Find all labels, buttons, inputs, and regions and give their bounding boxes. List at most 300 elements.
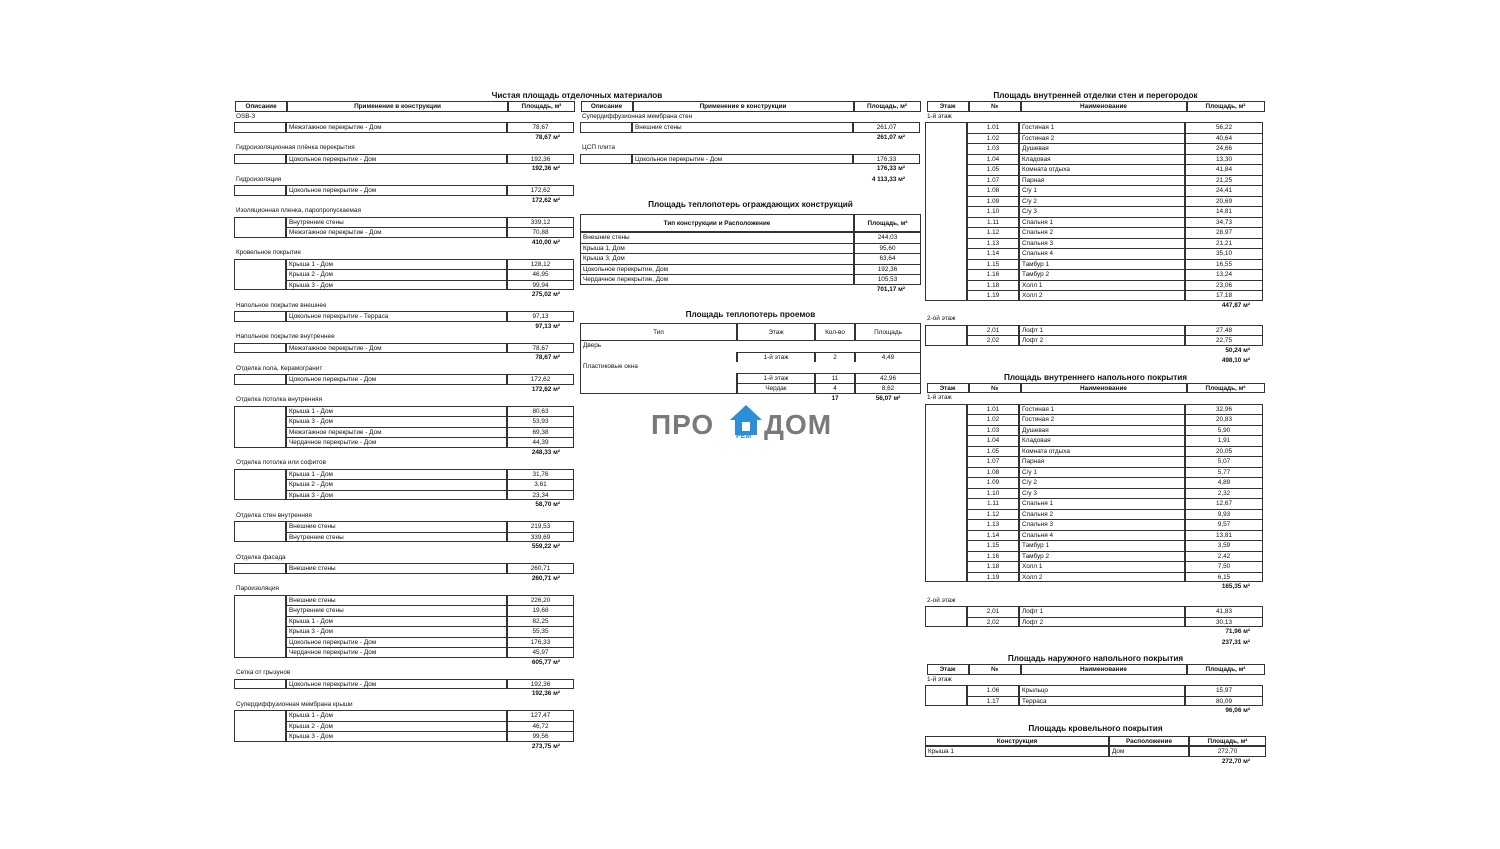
- group-indent: [580, 122, 632, 133]
- openings-rows: [580, 341, 921, 394]
- table-row: [234, 616, 576, 627]
- area-cell: 55,35: [507, 626, 574, 637]
- area-cell: 339,69: [507, 532, 574, 543]
- number-cell: 1.07: [967, 456, 1019, 467]
- group-indent: [234, 679, 286, 690]
- area-cell: 192,36: [854, 264, 921, 275]
- floor-indent: [925, 248, 967, 259]
- name-cell: Гостиная 2: [1019, 133, 1185, 144]
- area-cell: 41,84: [1185, 164, 1263, 175]
- usage-cell: Крыша 3 - Дом: [286, 731, 507, 742]
- group-indent: [234, 311, 286, 322]
- group-total: 260,71 м²: [531, 574, 560, 582]
- type-indent: [580, 373, 737, 384]
- name-cell: С/у 2: [1019, 477, 1185, 488]
- floor-total: 50,24 м²: [1225, 346, 1250, 354]
- name-cell: С/у 3: [1019, 488, 1185, 499]
- name-cell: Лофт 1: [1019, 325, 1185, 336]
- table-row: [925, 280, 1266, 291]
- name-cell: Спальня 3: [1019, 519, 1185, 530]
- name-cell: Холл 1: [1019, 280, 1185, 291]
- table-row: [234, 437, 576, 448]
- area-cell: 5,07: [1185, 456, 1263, 467]
- area-cell: 34,73: [1185, 217, 1263, 228]
- area-cell: 3,59: [1185, 540, 1263, 551]
- floor-indent: [925, 488, 967, 499]
- area-cell: 35,10: [1185, 248, 1263, 259]
- number-cell: 1.08: [967, 185, 1019, 196]
- logo-subtext: РЕМ: [736, 433, 752, 440]
- header-area: Площадь, м²: [508, 101, 575, 112]
- area-cell: 99,56: [507, 731, 574, 742]
- usage-cell: Крыша 2 - Дом: [286, 269, 507, 280]
- area-cell: 15,97: [1185, 685, 1263, 696]
- usage-cell: Цокольное перекрытие - Дом: [286, 679, 507, 690]
- table-row: [234, 427, 576, 438]
- usage-cell: Крыша 2 - Дом: [286, 479, 507, 490]
- table-row: [234, 490, 576, 501]
- table-row: [580, 253, 921, 264]
- area-cell: 13,24: [1185, 269, 1263, 280]
- group-indent: [234, 490, 286, 501]
- type-cell: Дверь: [580, 341, 921, 352]
- group-name: Напольное покрытие внутреннее: [236, 333, 335, 340]
- header-area: Площадь, м²: [1189, 736, 1266, 747]
- name-cell: Лофт 2: [1019, 335, 1185, 346]
- number-cell: 1.19: [967, 572, 1019, 583]
- type-cell: Цокольное перекрытие, Дом: [580, 264, 854, 275]
- group-indent: [234, 605, 286, 616]
- name-cell: Тамбур 2: [1019, 269, 1185, 280]
- area-cell: 13,81: [1185, 530, 1263, 541]
- header-usage: Применение в конструкции: [287, 101, 508, 112]
- usage-cell: Крыша 3 - Дом: [286, 626, 507, 637]
- group-total: 559,22 м²: [531, 543, 560, 550]
- table-row: [925, 561, 1266, 572]
- group-name: Напольное покрытие внешнее: [236, 301, 327, 309]
- name-cell: Спальня 1: [1019, 217, 1185, 228]
- floor-indent: [925, 154, 967, 165]
- floor-indent: [925, 685, 967, 696]
- section-title: Площадь наружного напольного покрытия: [1007, 654, 1184, 663]
- area-cell: 5,90: [1185, 425, 1263, 436]
- area-cell: 127,47: [507, 710, 574, 721]
- number-cell: 1.11: [967, 217, 1019, 228]
- header-cell: №: [969, 383, 1021, 394]
- area-cell: 95,60: [854, 243, 921, 254]
- count-cell: 2: [815, 352, 855, 363]
- area-cell: 63,64: [854, 253, 921, 264]
- table-row: [925, 551, 1266, 562]
- table-row: [925, 446, 1266, 457]
- table-row: [925, 477, 1266, 488]
- table-row: [234, 416, 576, 427]
- group-name: Отделка фасада: [236, 553, 286, 561]
- header-count: Кол-во: [815, 323, 855, 341]
- group-total: 172,62 м²: [531, 385, 560, 393]
- header-cell: Площадь, м²: [1187, 383, 1265, 394]
- name-cell: Холл 2: [1019, 290, 1185, 301]
- group-total: 261,07 м²: [876, 133, 905, 141]
- table-row: [234, 217, 576, 228]
- rooms-column: [925, 90, 1266, 767]
- floor-cell: 1-й этаж: [737, 352, 815, 363]
- area-cell: 21,25: [1185, 175, 1263, 186]
- group-indent: [234, 479, 286, 490]
- name-cell: Спальня 3: [1019, 238, 1185, 249]
- usage-cell: Внутренние стены: [286, 532, 507, 543]
- area-cell: 78,67: [507, 343, 574, 354]
- number-cell: 1.13: [967, 519, 1019, 530]
- floor-indent: [925, 335, 967, 346]
- name-cell: С/у 2: [1019, 196, 1185, 207]
- group-indent: [234, 227, 286, 238]
- table-row: [234, 154, 576, 165]
- area-cell: 46,95: [507, 269, 574, 280]
- area-cell: 172,62: [507, 374, 574, 385]
- area-cell: 4,49: [855, 352, 921, 363]
- floor-indent: [925, 456, 967, 467]
- number-cell: 1.17: [967, 696, 1019, 707]
- table-row: [925, 164, 1266, 175]
- usage-cell: Крыша 1 - Дом: [286, 259, 507, 270]
- header-cell: Этаж: [927, 101, 969, 112]
- table-row: [234, 122, 576, 133]
- table-row: [234, 227, 576, 238]
- area-cell: 99,94: [507, 280, 574, 291]
- area-cell: 69,38: [507, 427, 574, 438]
- floor-indent: [925, 185, 967, 196]
- number-cell: 1.14: [967, 530, 1019, 541]
- table-row: [925, 269, 1266, 280]
- group-total: 605,77 м²: [531, 658, 560, 666]
- area-cell: 20,69: [1185, 196, 1263, 207]
- table-row: [234, 721, 576, 732]
- header-area: Площадь: [855, 323, 921, 341]
- usage-cell: Крыша 1 - Дом: [286, 616, 507, 627]
- table-row: [925, 325, 1266, 336]
- group-indent: [234, 595, 286, 606]
- floor-cell: Чердак: [737, 383, 815, 394]
- roof-total: 272,70 м²: [1221, 757, 1250, 765]
- group-name: Супердиффузионная мембрана стен: [582, 112, 693, 120]
- area-cell: 14,81: [1185, 206, 1263, 217]
- group-name: Пароизоляция: [236, 585, 279, 592]
- area-cell: 56,22: [1185, 122, 1263, 133]
- name-cell: Холл 2: [1019, 572, 1185, 583]
- type-indent: [580, 352, 737, 363]
- name-cell: С/у 3: [1019, 206, 1185, 217]
- header-cell: №: [969, 101, 1021, 112]
- type-cell: Пластиковые окна: [580, 362, 921, 373]
- group-indent: [234, 185, 286, 196]
- table-row: [925, 143, 1266, 154]
- number-cell: 1.08: [967, 467, 1019, 478]
- header-cell: Площадь, м²: [1187, 664, 1265, 675]
- floor-indent: [925, 238, 967, 249]
- header-cell: Этаж: [927, 664, 969, 675]
- group-indent: [234, 437, 286, 448]
- area-cell: 45,97: [507, 647, 574, 658]
- group-indent: [234, 269, 286, 280]
- table-row: [925, 414, 1266, 425]
- number-cell: 1.06: [967, 685, 1019, 696]
- usage-cell: Крыша 2 - Дом: [286, 721, 507, 732]
- table-row: [234, 637, 576, 648]
- area-cell: 22,75: [1185, 335, 1263, 346]
- table-row: [925, 154, 1266, 165]
- group-name: Отделка потолка внутренняя: [236, 396, 323, 403]
- name-cell: Лофт 2: [1019, 617, 1185, 628]
- floor-indent: [925, 446, 967, 457]
- number-cell: 1.09: [967, 196, 1019, 207]
- number-cell: 1.12: [967, 509, 1019, 520]
- area-cell: 339,12: [507, 217, 574, 228]
- table-row: [234, 479, 576, 490]
- table-row: [925, 227, 1266, 238]
- area-cell: 219,53: [507, 521, 574, 532]
- table-row: [925, 122, 1266, 133]
- header-type: Тип: [580, 323, 737, 341]
- number-cell: 1.05: [967, 164, 1019, 175]
- finish-header: [234, 101, 576, 112]
- location-cell: Дом: [1109, 746, 1189, 757]
- usage-cell: Чердачное перекрытие - Дом: [286, 647, 507, 658]
- area-cell: 23,34: [507, 490, 574, 501]
- table-row: [234, 626, 576, 637]
- header-description: Описание: [581, 101, 633, 112]
- openings-total-area: 56,07 м²: [875, 394, 901, 402]
- group-indent: [580, 154, 632, 165]
- header-description: Описание: [235, 101, 287, 112]
- table-row: [925, 435, 1266, 446]
- grand-total: 498,10 м²: [1221, 357, 1250, 364]
- area-cell: 82,25: [507, 616, 574, 627]
- section-title: Площадь внутренней отделки стен и перегородок: [993, 91, 1198, 100]
- number-cell: 1.18: [967, 280, 1019, 291]
- header-floor: Этаж: [737, 323, 815, 341]
- openings-header: [580, 323, 921, 341]
- table-row: [580, 232, 921, 243]
- table-row: [925, 606, 1266, 617]
- area-cell: 1,91: [1185, 435, 1263, 446]
- table-row: [234, 185, 576, 196]
- table-header: [925, 664, 1266, 675]
- floor-indent: [925, 572, 967, 583]
- group-name: Сетка от грызунов: [236, 669, 291, 676]
- floor-indent: [925, 217, 967, 228]
- header-cell: Наименование: [1021, 383, 1187, 394]
- area-cell: 42,96: [855, 373, 921, 384]
- group-total: 192,36 м²: [531, 690, 560, 697]
- area-cell: 53,93: [507, 416, 574, 427]
- area-cell: 12,67: [1185, 498, 1263, 509]
- openings-title: Площадь теплопотерь проемов: [685, 310, 816, 319]
- table-row: [925, 133, 1266, 144]
- count-cell: 4: [815, 383, 855, 394]
- usage-cell: Внутренние стены: [286, 605, 507, 616]
- group-total: 78,67 м²: [535, 133, 560, 141]
- table-row: [234, 605, 576, 616]
- heatloss-rows: [580, 232, 921, 285]
- name-cell: Кладовая: [1019, 154, 1185, 165]
- area-cell: 44,39: [507, 437, 574, 448]
- floor-indent: [925, 509, 967, 520]
- group-total: 410,00 м²: [531, 238, 560, 246]
- floor-indent: [925, 477, 967, 488]
- name-cell: Парная: [1019, 456, 1185, 467]
- usage-cell: Чердачное перекрытие - Дом: [286, 437, 507, 448]
- heatloss-title: Площадь теплопотерь ограждающих конструкций: [648, 200, 853, 209]
- area-cell: 20,05: [1185, 446, 1263, 457]
- name-cell: Кладовая: [1019, 435, 1185, 446]
- group-total: 172,62 м²: [531, 196, 560, 204]
- table-row: [234, 280, 576, 291]
- floor-indent: [925, 259, 967, 270]
- group-indent: [234, 427, 286, 438]
- table-row: [925, 467, 1266, 478]
- area-cell: 244,03: [854, 232, 921, 243]
- table-row: [925, 238, 1266, 249]
- usage-cell: Внешние стены: [286, 563, 507, 574]
- count-cell: 11: [815, 373, 855, 384]
- floor-indent: [925, 143, 967, 154]
- floor-in-section: [925, 367, 1266, 649]
- floor-indent: [925, 414, 967, 425]
- group-total: 176,33 м²: [876, 165, 905, 172]
- header-location: Расположение: [1109, 736, 1189, 747]
- group-total: 248,33 м²: [531, 448, 560, 456]
- walls-section: [925, 90, 1266, 367]
- group-name: OSB-3: [236, 112, 256, 120]
- logo-text-left: ПРО: [651, 409, 715, 440]
- table-row: [234, 731, 576, 742]
- number-cell: 1.04: [967, 154, 1019, 165]
- roof-title: Площадь кровельного покрытия: [1028, 723, 1163, 733]
- floor-indent: [925, 498, 967, 509]
- area-cell: 272,70: [1189, 746, 1266, 757]
- floor-name: 2-ой этаж: [927, 315, 956, 322]
- name-cell: Гостиная 1: [1019, 404, 1185, 415]
- name-cell: Душевая: [1019, 425, 1185, 436]
- floor-total: 165,35 м²: [1221, 583, 1250, 590]
- grand-total: 237,31 м²: [1221, 638, 1250, 646]
- usage-cell: Внешние стены: [286, 521, 507, 532]
- number-cell: 1.15: [967, 259, 1019, 270]
- area-cell: 17,18: [1185, 290, 1263, 301]
- floor-name: 1-й этаж: [927, 394, 952, 401]
- table-row: [234, 521, 576, 532]
- area-cell: 172,62: [507, 185, 574, 196]
- group-indent: [234, 521, 286, 532]
- area-cell: 30,13: [1185, 617, 1263, 628]
- floor-cell: 1-й этаж: [737, 373, 815, 384]
- number-cell: 2,01: [967, 606, 1019, 617]
- usage-cell: Внешние стены: [286, 595, 507, 606]
- usage-cell: Цокольное перекрытие - Дом: [286, 185, 507, 196]
- table-row: [925, 175, 1266, 186]
- table-row: [234, 595, 576, 606]
- header-type: Тип конструкции и Расположение: [580, 214, 854, 232]
- area-cell: 16,55: [1185, 259, 1263, 270]
- floor-indent: [925, 561, 967, 572]
- usage-cell: Цокольное перекрытие - Дом: [286, 154, 507, 165]
- finish2-groups: [580, 112, 921, 175]
- floor-indent: [925, 133, 967, 144]
- floor-name: 1-й этаж: [927, 675, 952, 683]
- floor-indent: [925, 425, 967, 436]
- header-area: Площадь, м²: [854, 101, 921, 112]
- table-row: [234, 469, 576, 480]
- name-cell: Тамбур 1: [1019, 259, 1185, 270]
- header-cell: Площадь, м²: [1187, 101, 1265, 112]
- group-indent: [234, 647, 286, 658]
- name-cell: Тамбур 2: [1019, 551, 1185, 562]
- number-cell: 1.10: [967, 488, 1019, 499]
- usage-cell: Внешние стены: [632, 122, 853, 133]
- group-indent: [234, 731, 286, 742]
- floor-indent: [925, 696, 967, 707]
- pro-dom-logo: [651, 404, 851, 444]
- table-row: [925, 259, 1266, 270]
- group-indent: [234, 154, 286, 165]
- group-name: Отделка пола, Керамогранит: [236, 364, 323, 372]
- table-row: [925, 498, 1266, 509]
- area-cell: 260,71: [507, 563, 574, 574]
- number-cell: 1.02: [967, 414, 1019, 425]
- name-cell: Комната отдыха: [1019, 164, 1185, 175]
- area-cell: 6,15: [1185, 572, 1263, 583]
- table-row: [925, 530, 1266, 541]
- area-cell: 2,32: [1185, 488, 1263, 499]
- area-cell: 176,33: [507, 637, 574, 648]
- table-row: [234, 647, 576, 658]
- floor-indent: [925, 280, 967, 291]
- number-cell: 1.15: [967, 540, 1019, 551]
- table-row: [925, 685, 1266, 696]
- number-cell: 1.01: [967, 404, 1019, 415]
- header-usage: Применение в конструкции: [633, 101, 854, 112]
- floor-indent: [925, 290, 967, 301]
- usage-cell: Внутренние стены: [286, 217, 507, 228]
- area-cell: 226,20: [507, 595, 574, 606]
- group-indent: [234, 374, 286, 385]
- name-cell: Комната отдыха: [1019, 446, 1185, 457]
- number-cell: 1.14: [967, 248, 1019, 259]
- table-row: [925, 456, 1266, 467]
- area-cell: 80,63: [507, 406, 574, 417]
- name-cell: Спальня 4: [1019, 248, 1185, 259]
- table-row: [925, 404, 1266, 415]
- group-name: Супердиффузионная мембрана крыши: [236, 700, 353, 708]
- table-row: [234, 563, 576, 574]
- usage-cell: Цокольное перекрытие - Дом: [632, 154, 853, 165]
- table-row: [925, 217, 1266, 228]
- name-cell: Гостиная 2: [1019, 414, 1185, 425]
- area-cell: 24,41: [1185, 185, 1263, 196]
- usage-cell: Межэтажное перекрытие - Дом: [286, 122, 507, 133]
- group-indent: [234, 469, 286, 480]
- table-row: [925, 196, 1266, 207]
- table-row: [234, 532, 576, 543]
- floor-total: 96,06 м²: [1225, 707, 1250, 714]
- table-row: [580, 264, 921, 275]
- name-cell: С/у 1: [1019, 185, 1185, 196]
- group-total: 192,36 м²: [531, 165, 560, 172]
- usage-cell: Крыша 1 - Дом: [286, 406, 507, 417]
- floor-total: 71,96 м²: [1225, 628, 1250, 635]
- area-cell: 13,30: [1185, 154, 1263, 165]
